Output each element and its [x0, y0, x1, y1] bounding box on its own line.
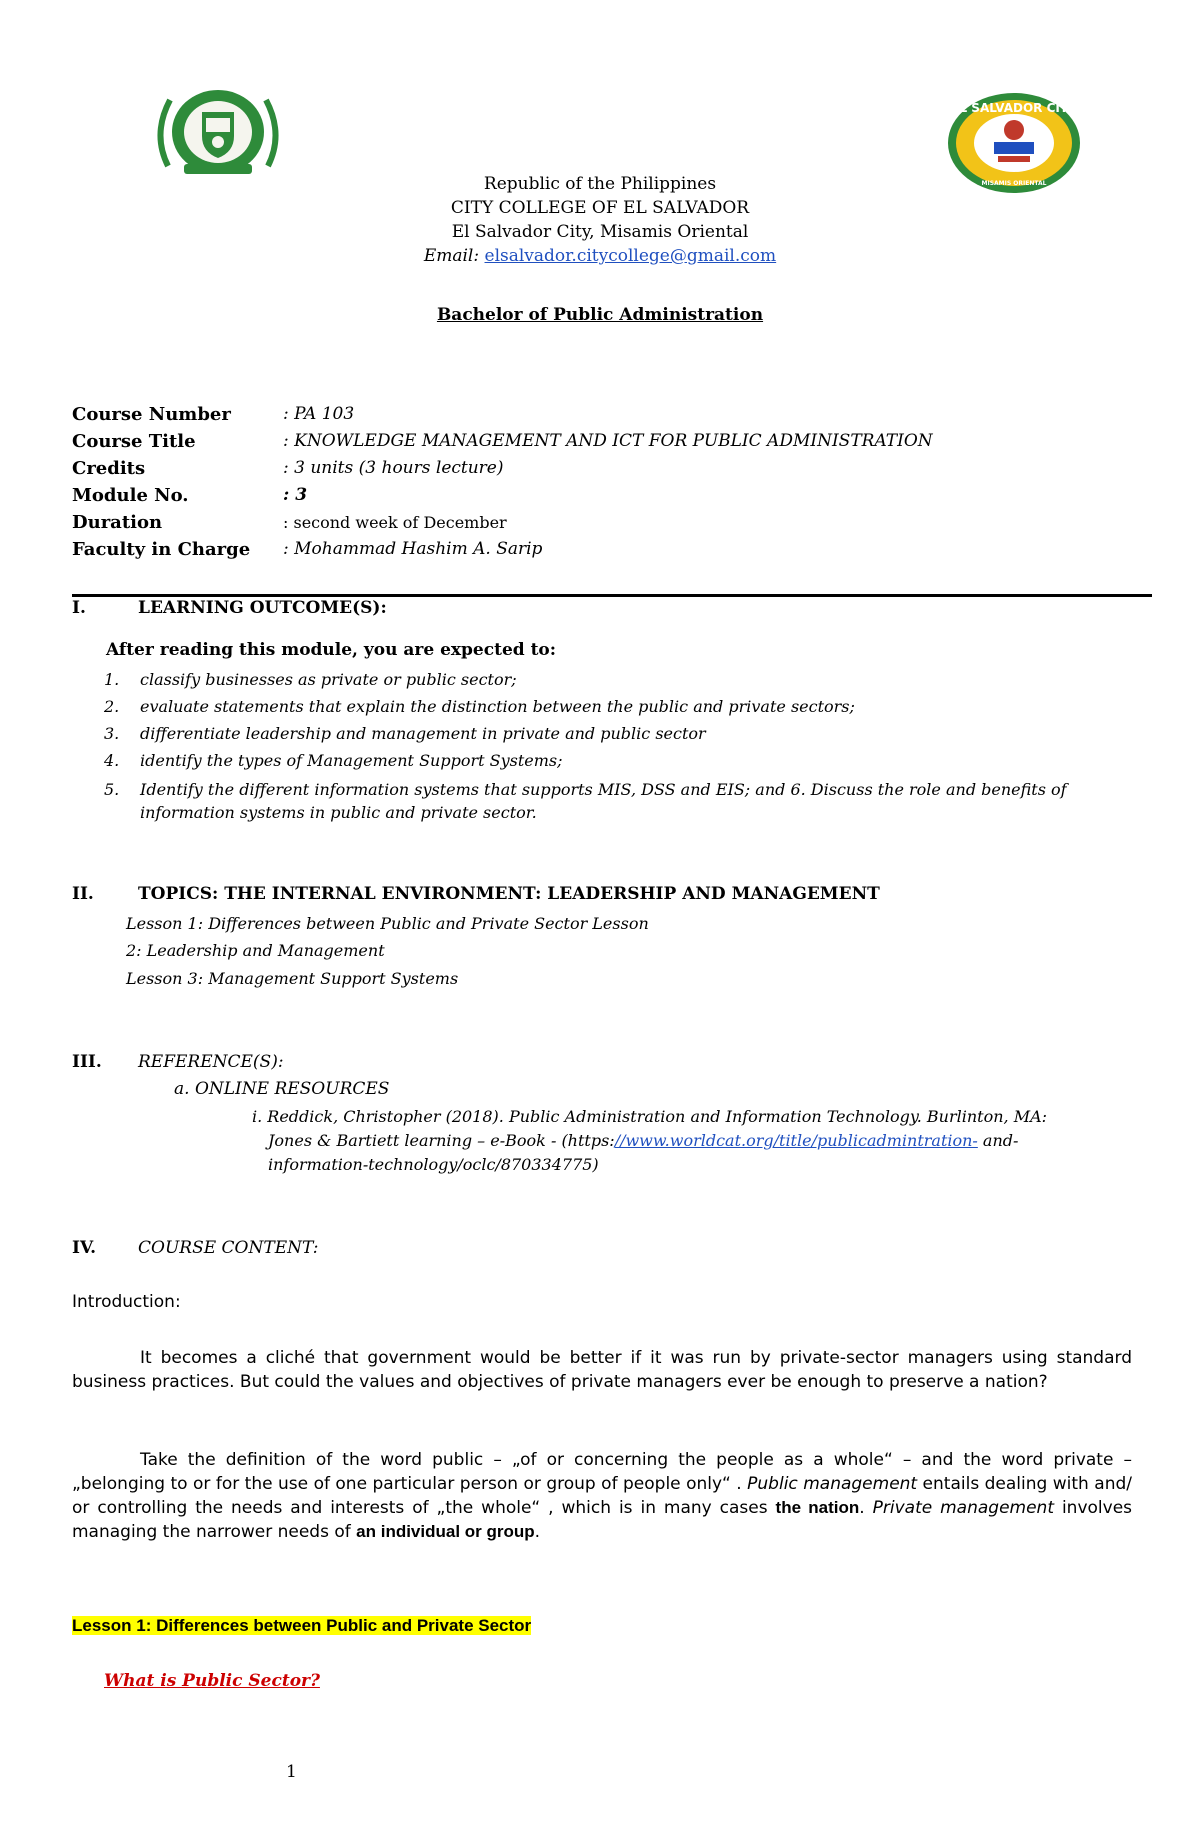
paragraph-text: involves managing the narrower needs of — [72, 1498, 1133, 1542]
email-label: Email: — [423, 246, 480, 266]
outcome-item: identify the types of Management Support Systems; — [140, 751, 563, 770]
emphasis-text: the nation — [775, 1498, 860, 1517]
question-text: What is Public Sector? — [104, 1671, 320, 1691]
outcome-number: 2. — [104, 697, 120, 716]
online-resources-heading: a. ONLINE RESOURCES — [174, 1079, 390, 1099]
course-number-label: Course Number — [72, 404, 231, 425]
paragraph-text: Take the definition of the word public – „of or concerning the people as a whole“ – and the word private – „belonging to or for the use of one particular person or group of people only“ . — [72, 1450, 1132, 1494]
outcome-number: 5. — [104, 780, 120, 799]
topic-line: 2: Leadership and Management — [126, 941, 385, 960]
email-line — [0, 246, 1200, 266]
section-4-title: COURSE CONTENT: — [138, 1238, 319, 1258]
definition-paragraph — [72, 1448, 1132, 1544]
lesson-1-heading — [72, 1616, 531, 1636]
outcome-number: 4. — [104, 751, 120, 770]
emphasis-text: Public management — [747, 1474, 918, 1494]
faculty-value: : Mohammad Hashim A. Sarip — [283, 539, 543, 559]
outcome-item: differentiate leadership and management in private and public sector — [140, 724, 706, 743]
page-number: 1 — [286, 1762, 297, 1782]
learning-outcome-intro: After reading this module, you are expected to: — [106, 640, 557, 660]
divider — [72, 594, 1152, 597]
republic-line: Republic of the Philippines — [483, 174, 717, 194]
introduction-label: Introduction: — [72, 1292, 181, 1312]
section-1-title: LEARNING OUTCOME(S): — [138, 598, 387, 618]
reference-text: and- — [977, 1131, 1019, 1150]
public-sector-question — [104, 1671, 320, 1691]
intro-paragraph: It becomes a cliché that government would be better if it was run by private-sector managers using standard business practices. But could the values and objectives of private managers ever be enough to preserve a nation? — [72, 1348, 1132, 1392]
paragraph-text: entails dealing with and/ or controlling the needs and interests of „the whole“ , which is in many cases — [72, 1474, 1132, 1518]
outcome-item: Identify the different information systems that supports MIS, DSS and EIS; and 6. Discuss the role and benefits of information systems in public and private sector. — [140, 780, 1067, 822]
emphasis-text: Private management — [872, 1498, 1055, 1518]
outcome-item: classify businesses as private or public sector; — [140, 670, 517, 689]
reference-line: i. Reddick, Christopher (2018). Public Administration and Information Technology. Burlinton, MA: — [252, 1107, 1048, 1126]
topic-line: Lesson 1: Differences between Public and Private Sector Lesson — [126, 914, 649, 933]
course-title-label: Course Title — [72, 431, 196, 452]
paragraph-text: . — [859, 1498, 873, 1518]
credits-label: Credits — [72, 458, 146, 479]
program-title: Bachelor of Public Administration — [436, 305, 764, 325]
section-3-number: III. — [72, 1052, 102, 1072]
svg-text:EL SALVADOR CITY: EL SALVADOR CITY — [951, 101, 1077, 115]
reference-line — [268, 1131, 1018, 1150]
section-2-title: TOPICS: THE INTERNAL ENVIRONMENT: LEADERSHIP AND MANAGEMENT — [138, 884, 880, 904]
outcome-number: 1. — [104, 670, 120, 689]
section-3-title: REFERENCE(S): — [138, 1052, 284, 1072]
module-no-value: : 3 — [283, 485, 308, 505]
topic-line: Lesson 3: Management Support Systems — [126, 969, 459, 988]
reference-link[interactable]: //www.worldcat.org/title/publicadmintration- — [614, 1131, 978, 1150]
module-no-label: Module No. — [72, 485, 189, 506]
lesson-1-heading-text: Lesson 1: Differences between Public and Private Sector — [72, 1616, 532, 1635]
college-name: CITY COLLEGE OF EL SALVADOR — [450, 198, 750, 218]
outcome-number: 3. — [104, 724, 120, 743]
course-number-value: : PA 103 — [283, 404, 355, 424]
faculty-label: Faculty in Charge — [72, 539, 251, 560]
reference-line: information-technology/oclc/870334775) — [268, 1155, 599, 1174]
outcome-item: evaluate statements that explain the distinction between the public and private sectors; — [140, 697, 855, 716]
college-address: El Salvador City, Misamis Oriental — [451, 222, 749, 242]
credits-value: : 3 units (3 hours lecture) — [283, 458, 504, 478]
section-4-number: IV. — [72, 1238, 97, 1258]
email-link[interactable]: elsalvador.citycollege@gmail.com — [484, 246, 777, 266]
paragraph-text: . — [534, 1522, 541, 1542]
section-2-number: II. — [72, 884, 94, 904]
duration-value: : second week of December — [283, 513, 507, 532]
svg-text:MISAMIS ORIENTAL: MISAMIS ORIENTAL — [981, 180, 1047, 187]
duration-label: Duration — [72, 512, 163, 533]
reference-text: Jones & Bartiett learning – e-Book - (https: — [268, 1131, 615, 1150]
college-seal-logo — [148, 86, 288, 182]
section-1-number: I. — [72, 598, 86, 618]
course-title-value: : KNOWLEDGE MANAGEMENT AND ICT FOR PUBLIC ADMINISTRATION — [283, 431, 933, 451]
emphasis-text: an individual or group — [356, 1522, 535, 1541]
